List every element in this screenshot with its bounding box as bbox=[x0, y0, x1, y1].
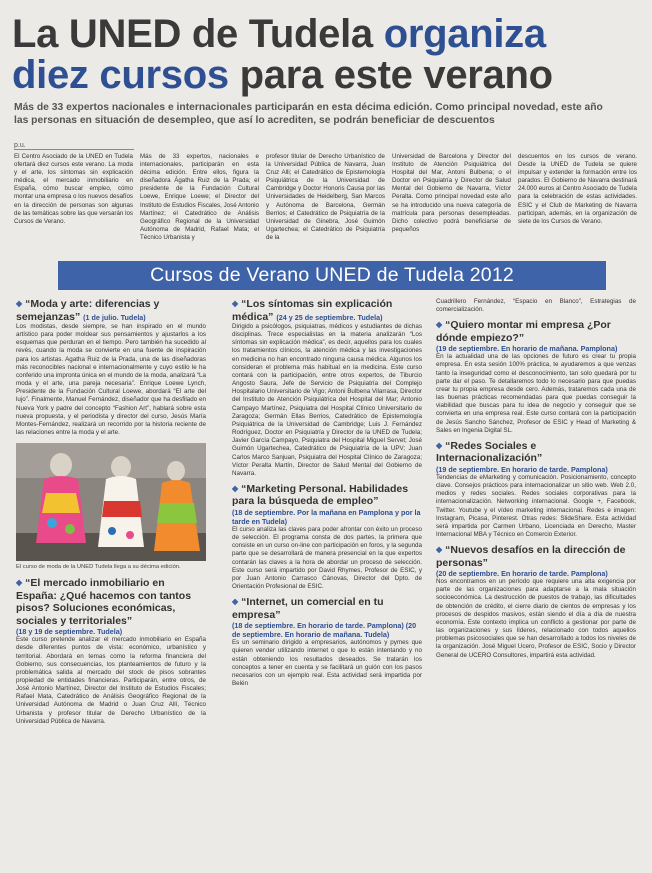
course-body: Es un seminario dirigido a empresarios, autónomos y pymes que quieren vender utilizando internet o que lo están intentando y no están obteniendo los resultados deseados. Se tratarán los conceptos a tener en cuenta y se facilitará un guión con los pasos necesarios con un ejemplo real. Esta actividad será impartida por Belén bbox=[232, 639, 422, 687]
course-title: ◆ “Quiero montar mi empresa ¿Por dónde empiezo?” bbox=[436, 319, 611, 344]
course-dates: (20 de septiembre. En horario de tarde. Pamplona) bbox=[436, 569, 608, 579]
bullet-icon: ◆ bbox=[232, 597, 239, 607]
course-article bbox=[16, 577, 206, 726]
bullet-icon: ◆ bbox=[16, 299, 23, 308]
course-title: ◆ “Internet, un comercial en tu empresa” bbox=[232, 596, 384, 621]
course-dates: (18 de septiembre. Por la mañana en Pamplona y por la tarde en Tudela) bbox=[232, 507, 421, 526]
course-body: Nos encontramos en un período que requiere una alta exigencia por parte de las organizaciones para adaptarse a la mala situación socioeconómica. La destrucción de puestos de trabajo, las dificultades de obtención de crédito, el cierre diario de cientos de empresas y los procesos de despidos masivos, están siendo el día a día de nuestra economía. Este contexto implica un conflicto a gestionar por parte de las organizaciones y sus líderes, relacionado con todos aquellos problemas psicosociales que se han desarrollado a todos los niveles de la organización. José Miguel Ucero, Profesor de ESIC, Socio y Director General de UCERO Consultores, impartirá esta actividad. bbox=[436, 578, 636, 659]
bullet-icon: ◆ bbox=[436, 320, 443, 330]
column-2 bbox=[232, 298, 422, 693]
course-article bbox=[436, 440, 636, 539]
course-title: ◆ “Nuevos desafíos en la dirección de personas” bbox=[436, 544, 626, 569]
headline-part-4: para este verano bbox=[239, 53, 553, 97]
intro-column: descuentos en los cursos de verano. Desde la UNED de Tudela se quiere impulsar y extender la formación entre los parados. El Gobierno de Navarra destinará 24.000 euros al Centro Asociado de Tudela para la celebración de estas actividades. ESIC y el Club de Marketing de Navarra participan, además, en la organización de siete de los Cursos de Verano. bbox=[518, 153, 637, 225]
bullet-icon: ◆ bbox=[16, 578, 23, 588]
course-body: Este curso pretende analizar el mercado inmobiliario en España desde diferentes puntos de vista: económico, urbanístico y territorial. Abordará en temas como la reforma financiera del Gobierno, sus consecuencias, los planteamientos de futuro y la problemática salida al mercado del stock de pisos sobrantes propiedad de entidades financieras. Participarán, entre otros, de José Antonio Martínez, Director del Instituto de Estudios Fiscales; Rafael Mata, Catedrático de Análisis Geográfico Regional de la Universidad Autónoma de Madrid o Juan Cruz Allí, Técnico Urbanista y profesor titular de Derecho Urbanístico de la Universidad Pública de Navarra. bbox=[16, 636, 206, 725]
course-article bbox=[436, 544, 636, 660]
fashion-photo bbox=[16, 443, 206, 561]
fashion-photo-image bbox=[16, 443, 206, 561]
course-title: ◆ “Marketing Personal. Habilidades para la búsqueda de empleo” bbox=[232, 482, 409, 508]
headline-part-3: diez cursos bbox=[12, 53, 229, 97]
intro-column: Universidad de Barcelona y Director del Instituto de Atención Psiquiátrica del Hospital del Mar, Antoni Bulbena; o el Doctor en Psiquiatría y Director de Salud Mental del Gobierno de Navarra, Víctor Peralta. Como principal novedad este año se ha introducido una nueva categoría de matrícula para personas desempleadas. Dicho colectivo podrá beneficiarse de pequeños bbox=[392, 153, 511, 233]
course-article bbox=[232, 596, 422, 688]
course-title: ◆ “Los síntomas sin explicación médica” (24 y 25 de septiembre. Tudela) bbox=[232, 298, 393, 323]
course-body: Los modistas, desde siempre, se han inspirado en el mundo artístico para poder moldear sus pensamientos y ajustarlos a los esquemas que perduran en el tiempo. Pero también ha sucedido al revés, cuando la moda se convierte en una fuente de inspiración para los artistas. Agatha Ruiz de la Prada, una de las diseñadoras más reconocibles nacional e internacionalmente y cuyo estilo le ha conferido una impronta única en el mundo de la moda, analizará “La moda y el arte, una pareja necesaria”. Enrique Loewe Lynch, Presidente de la Fundación Cultural Loewe, abordará “El arte del lujo”. Finalmente, Manuel Fernández, diseñador que ha desfilado en Nueva York y padre del concepto “Fashion Art”, hablará sobre esta nueva propuesta, y el periodista y director del curso, Jesús María Montes-Fernández, realizará un recorrido por la historia reciente de las relaciones entre la moda y el arte. bbox=[16, 323, 206, 437]
course-dates: (1 de julio. Tudela) bbox=[83, 312, 146, 322]
course-title: ◆ “El mercado inmobiliario en España: ¿Qué hacemos con tantos pisos? Soluciones económicas, sociales y territoriales” bbox=[16, 577, 192, 627]
course-article bbox=[436, 319, 636, 435]
headline-line-1 bbox=[12, 14, 642, 55]
course-title: ◆ “Moda y arte: diferencias y semejanzas” (1 de julio. Tudela) bbox=[16, 298, 160, 323]
course-article bbox=[232, 298, 422, 478]
intro-column: profesor titular de Derecho Urbanístico de la Universidad Pública de Navarra, Juan Cruz Alli; el Catedrático de Epistemología Psiquiátrica de la Universidad de Cambridge y Doctor Honoris Causa por las Universidades de Heidelberg, San Marcos y Autónoma de Barcelona, Germán Berrios; el Catedrático de Psiquiatría de la Universidad de Ginebra, José Guimón Ugartechea; el Catedrático de Psiquiatría de la bbox=[266, 153, 385, 241]
headline-line-2 bbox=[12, 55, 642, 96]
column-3 bbox=[436, 298, 636, 665]
course-body: Dirigido a psicólogos, psiquiatras, médicos y estudiantes de dichas disciplinas. Trece especialistas en la materia analizarán “Los síntomas sin explicación médica”, es decir, aquellos para los cuales los tratamientos clínicos, la atención médica y las investigaciones en medicina no han encontrado ninguna causa médica. Algunos los consideran el problema más habitual en la medicina. Este curso contará con la participación, entre otros expertos, de Tiburcio Angosto Saura, Jefe de Servicio de Psiquiatría del Complejo Hospitalario Universitario de Vigo; Antoni Bulbena Vilarrasa, Director del Instituto de Atención Psiquiátrica del Hospital del Mar; Antonio Campayo Martínez, Psiquiatra del Hospital Clínico Universitario de Zaragoza; Germán Ellas Berrios, Catedrático de Epistemología Psiquiátrica de la Universidad de Cambridge; Luis J. Fernández Rodríguez, Doctor en Psiquiatría y Director de la UNED de Tudela; Javier García Campayo, Psiquiatra del Hospital Miguel Servet; José Guimón Ugartechea, Catedrático de Psiquiatría de la UPV; Juan Carlos Marco Sanjuan, Psiquiatra del Hospital Clínico de Zaragoza; Víctor Peralta Martín, Director de Salud Mental del Gobierno de Navarra. bbox=[232, 323, 422, 477]
course-dates: (18 de septiembre. En horario de tarde. Pamplona) (20 de septiembre. En horario de mañana. Tudela) bbox=[232, 621, 417, 640]
section-banner: Cursos de Verano UNED de Tudela 2012 bbox=[58, 261, 606, 290]
bullet-icon: ◆ bbox=[436, 440, 443, 450]
course-body: Tendencias de eMarketing y comunicación. Posicionamiento, concepto clave. Consejos prácticos para internacionalizar un sitio web. Web 2.0, medios y redes sociales. Redes sociales corporativas para la internacionalización. Networking internacional. Google +, Facebook, Twitter. Youtube y el vídeo marketing internacional. Redes e imagen: Instagram, Picasa, Pinterest. Otras redes: SlideShare. Esta actividad será impartida por Carmen Urbano, Licenciada en Derecho, Master Internacional MBA y Técnico en Comercio Exterior. bbox=[436, 473, 636, 538]
course-title: ◆ “Redes Sociales e Internacionalización” bbox=[436, 439, 543, 465]
headline-part-1: La UNED de Tudela bbox=[12, 12, 373, 56]
bullet-icon: ◆ bbox=[436, 545, 443, 555]
continued-text-block bbox=[436, 298, 636, 314]
subheadline: Más de 33 expertos nacionales e internacionales participarán en esta décima edición. Como principal novedad, este año las personas en situación de desempleo, que así lo acrediten, se podrán beneficiar de descuentos bbox=[14, 102, 603, 126]
course-dates: (24 y 25 de septiembre. Tudela) bbox=[276, 312, 383, 322]
course-body: En la actualidad una de las opciones de futuro es crear tu propia empresa. En esta sesión 100% práctica, te ayudaremos a que venzas tanto la inseguridad como el desconocimiento, tan solo quedará por tu parte dar el paso. Te detallaremos todo lo necesario para que puedas crear tu propia empresa desde cero. Además, trataremos cada una de las buenas prácticas recomendadas para que puedas conseguir la viabilidad que buscas para tu idea de negocio y conseguir que se convierta en una empresa real. Este curso contará con la participación de Jesús Sancho Sánchez, Profesor de ESIC y Head of Marketing & Sales en Ingenia Digital SL. bbox=[436, 353, 636, 434]
author-divider bbox=[14, 149, 134, 150]
headline-part-2: organiza bbox=[383, 12, 546, 56]
intro-column: El Centro Asociado de la UNED en Tudela ofertará diez cursos este verano. La moda y el arte, los síntomas sin explicación médica, el mercado inmobiliario en España, cómo buscar empleo, cómo montar una empresa o los nuevos desafíos en la dirección de personas son algunas de las temáticas sobre las que versarán los Cursos de Verano. bbox=[14, 153, 133, 225]
course-dates: (19 de septiembre. En horario de mañana. Pamplona) bbox=[436, 344, 618, 354]
intro-text bbox=[14, 153, 638, 242]
photo-caption: El curso de moda de la UNED Tudela llega a su décima edición. bbox=[16, 564, 181, 571]
intro-column: Más de 33 expertos, nacionales e internacionales, participarán en esta décima edición. Entre ellos, figura la diseñadora Ágatha Ruiz de la Prada; el presidente de la Fundación Cultural Loewe, Enrique Loewe; el Director del Instituto de Estudios Fiscales, José Antonio Martínez; el Catedrático de Análisis Geográfico Regional de la Universidad Autónoma de Madrid, Rafael Mata; el Técnico Urbanista y bbox=[140, 153, 260, 241]
author-initials: p.u. bbox=[14, 142, 26, 149]
course-article bbox=[232, 483, 422, 591]
course-dates: (18 y 19 de septiembre. Tudela) bbox=[16, 627, 123, 637]
course-body: El curso analiza las claves para poder afrontar con éxito un proceso de selección. El programa consta de dos partes, la primera que consiste en un curso on-line con participación en foros, y la segunda parte que se desarrollará de manera presencial en la que expertos contarán las claves a la hora de abordar un proceso de selección. Este curso será impartido por David Rhymes, Profesor de ESIC, y por Juan Antonio Carrasco Cánovas, Director del Dpto. de Orientación Profesional de ESIC. bbox=[232, 525, 422, 591]
bullet-icon: ◆ bbox=[232, 483, 239, 493]
bullet-icon: ◆ bbox=[232, 299, 239, 308]
column-1 bbox=[16, 298, 206, 731]
continued-text: Cuadrillero Fernández, “Espacio en Blanco”, Estrategias de comercialización. bbox=[436, 298, 636, 314]
course-article bbox=[16, 298, 206, 437]
course-dates: (19 de septiembre. En horario de tarde. Pamplona) bbox=[436, 464, 608, 474]
